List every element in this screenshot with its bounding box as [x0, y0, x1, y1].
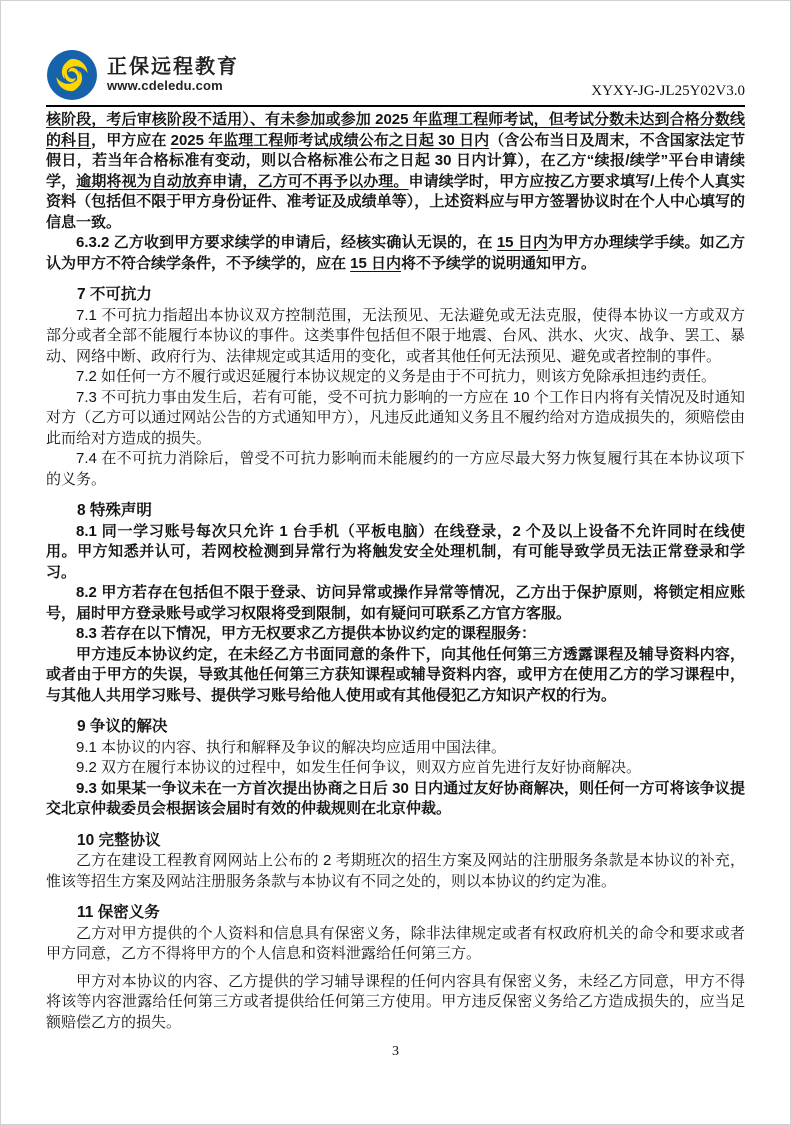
- clause-7-4: 7.4 在不可抗力消除后，曾受不可抗力影响而未能履约的一方应尽最大努力恢复履行其在本协议项下的义务。: [46, 450, 745, 488]
- section-8-heading: 8 特殊声明: [77, 502, 152, 519]
- clause-11-para-1: 乙方对甲方提供的个人资料和信息具有保密义务，除非法律规定或者有权政府机关的命令和要求或者甲方同意，乙方不得将甲方的个人信息和资料泄露给任何第三方。: [46, 924, 745, 962]
- section-7-heading: 7 不可抗力: [77, 286, 152, 303]
- clause-9-2: 9.2 双方在履行本协议的过程中，如发生任何争议，则双方应首先进行友好协商解决。: [76, 759, 642, 776]
- clause-11-para-2: 甲方对本协议的内容、乙方提供的学习辅导课程的任何内容具有保密义务，未经乙方同意，甲方不得将该等内容泄露给任何第三方或者提供给任何第三方使用。甲方违反保密义务给乙方造成损失的，应当足额赔偿乙方的损失。: [46, 972, 745, 1031]
- brand-text: [107, 56, 239, 94]
- section-9-heading: 9 争议的解决: [77, 718, 168, 735]
- clause-8-1: 8.1 同一学习账号每次只允许 1 台手机（平板电脑）在线登录，2 个及以上设备不允许同时在线使用。甲方知悉并认可，若网校检测到异常行为将触发安全处理机制，有可能导致学员无法正常登录和学习。: [46, 522, 745, 581]
- brand-website: www.cdeledu.com: [107, 78, 223, 94]
- page-number: 3: [392, 1044, 399, 1059]
- brand-name: 正保远程教育: [107, 56, 239, 79]
- page-header: [46, 45, 745, 107]
- section-11-heading: 11 保密义务: [77, 904, 160, 921]
- contract-body: [46, 110, 745, 1033]
- clause-7-2: 7.2 如任何一方不履行或迟延履行本协议规定的义务是由于不可抗力，则该方免除承担违约责任。: [76, 368, 717, 385]
- clause-8-3-detail: 甲方违反本协议约定，在未经乙方书面同意的条件下，向其他任何第三方透露课程及辅导资料内容，或者由于甲方的失误，导致其他任何第三方获知课程或辅导资料内容，或甲方在使用乙方的学习课程中，与其他人共用学习账号、提供学习账号给他人使用或有其他侵犯乙方知识产权的行为。: [46, 645, 745, 704]
- clause-10-body: 乙方在建设工程教育网网站上公布的 2 考期班次的招生方案及网站的注册服务条款是本协议的补充，惟该等招生方案及网站注册服务条款与本协议有不同之处的，则以本协议的约定为准。: [46, 852, 745, 890]
- swirl-logo-icon: [46, 49, 98, 101]
- clause-8-2: 8.2 甲方若存在包括但不限于登录、访问异常或操作异常等情况，乙方出于保护原则，将锁定相应账号，届时甲方登录账号或学习权限将受到限制，如有疑问可联系乙方官方客服。: [46, 584, 745, 622]
- clause-9-1: 9.1 本协议的内容、执行和解释及争议的解决均应适用中国法律。: [76, 738, 507, 756]
- clause-9-3: 9.3 如果某一争议未在一方首次提出协商之日后 30 日内通过友好协商解决，则任何一方可将该争议提交北京仲裁委员会根据该会届时有效的仲裁规则在北京仲裁。: [46, 779, 745, 817]
- clause-6-3-2: 6.3.2 乙方收到甲方要求续学的申请后，经核实确认无误的，在 15 日内为甲方办理续学手续。如乙方认为甲方不符合续学条件，不予续学的，应在 15 日内将不予续学的说明通知甲方。: [46, 234, 745, 272]
- paragraph-continuation: 核阶段，考后审核阶段不适用）、有未参加或参加 2025 年监理工程师考试，但考试分数未达到合格分数线的科目，甲方应在 2025 年监理工程师考试成绩公布之日起 30 日内（含公布当日及周末，不含国家法定节假日，若当年合格标准有变动，则以合格标准公布之日起 30 日内计算），在乙方“续报/续学”平台申请续学，逾期将视为自动放弃申请，乙方可不再予以办理。申请续学时，甲方应按乙方要求填写/上传个人真实资料（包括但不限于甲方身份证件、准考证及成绩单等），上述资料应与甲方签署协议时在个人中心填写的信息一致。: [46, 111, 745, 231]
- document-code: XYXY-JG-JL25Y02V3.0: [591, 83, 745, 99]
- clause-8-3: 8.3 若存在以下情况，甲方无权要求乙方提供本协议约定的课程服务：: [76, 625, 537, 642]
- clause-7-1: 7.1 不可抗力指超出本协议双方控制范围，无法预见、无法避免或无法克服，使得本协议一方或双方部分或者全部不能履行本协议的事件。这类事件包括但不限于地震、台风、洪水、火灾、战争、罢工、暴动、网络中断、政府行为、法律规定或其适用的变化，或者其他任何无法预见、避免或者控制的事件。: [46, 306, 745, 365]
- clause-7-3: 7.3 不可抗力事由发生后，若有可能，受不可抗力影响的一方应在 10 个工作日内将有关情况及时通知对方（乙方可以通过网站公告的方式通知甲方），凡违反此通知义务且不履约给对方造成损失的，须赔偿由此而给对方造成的损失。: [46, 388, 745, 447]
- section-10-heading: 10 完整协议: [77, 831, 161, 849]
- company-logo: [46, 49, 239, 101]
